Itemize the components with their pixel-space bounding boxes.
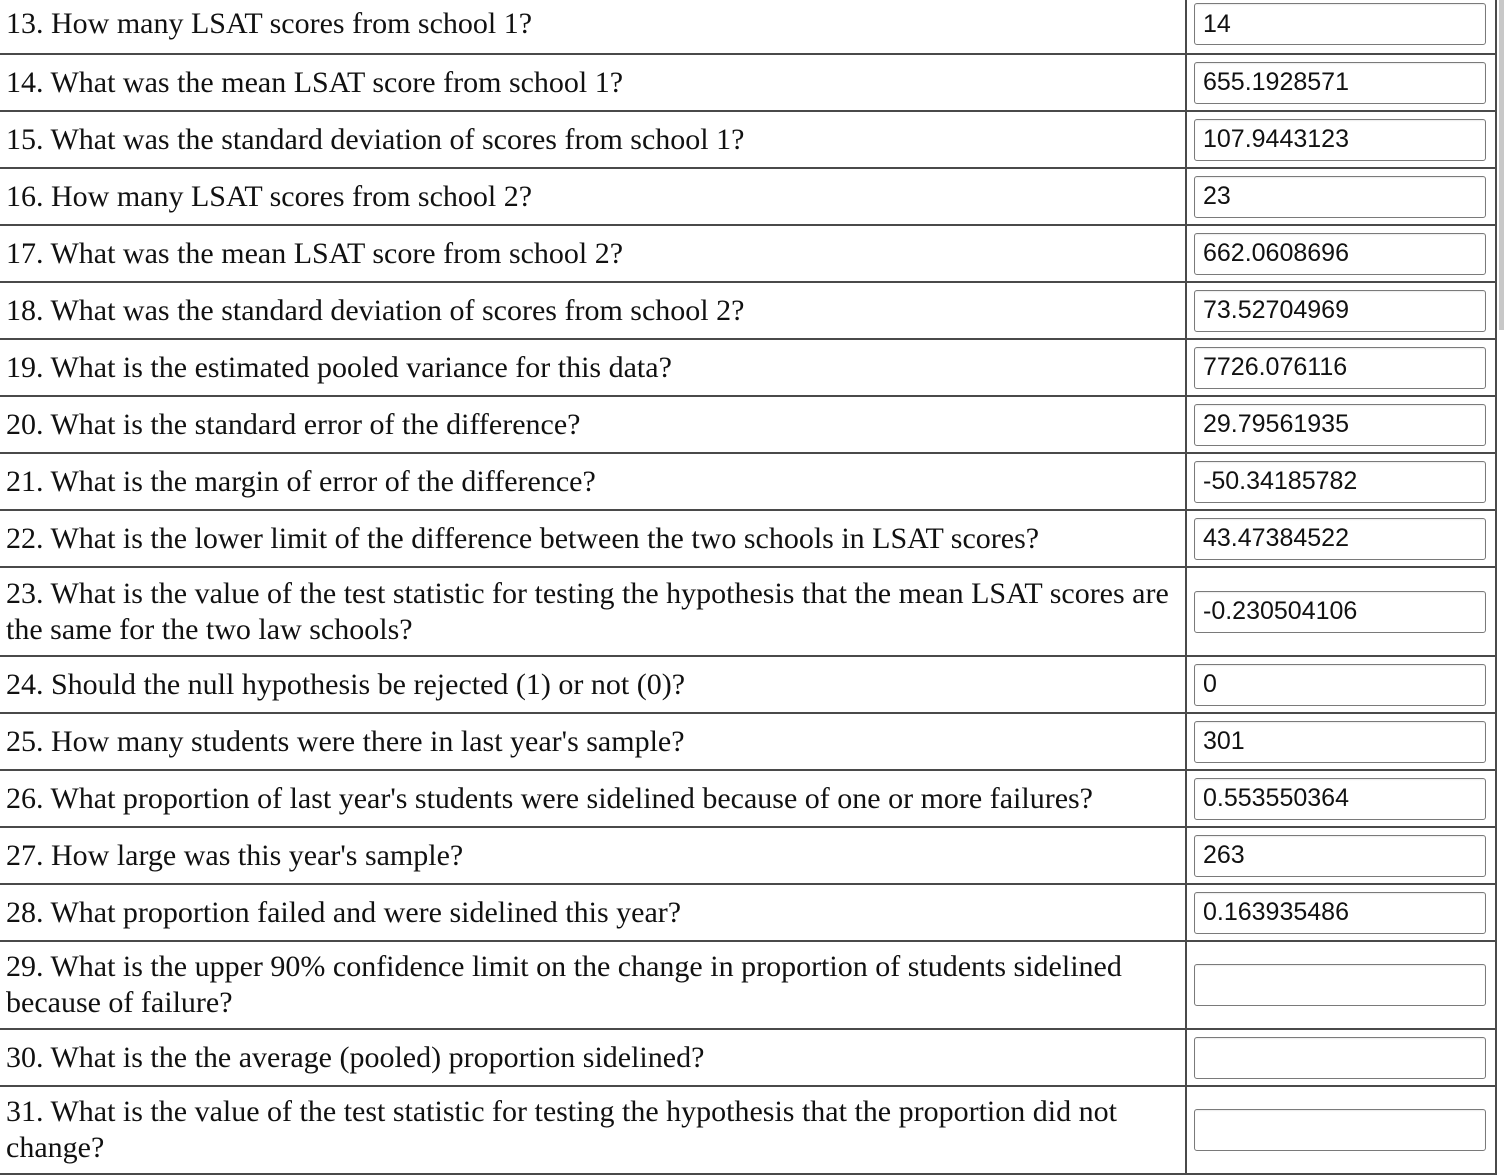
question-label: 16. How many LSAT scores from school 2?: [0, 168, 1186, 225]
answer-cell: [1186, 656, 1496, 713]
answer-cell: [1186, 54, 1496, 111]
table-row: [0, 1086, 1496, 1174]
question-label: 14. What was the mean LSAT score from school 1?: [0, 54, 1186, 111]
question-label: 18. What was the standard deviation of scores from school 2?: [0, 282, 1186, 339]
question-label: 22. What is the lower limit of the difference between the two schools in LSAT scores?: [0, 510, 1186, 567]
answer-input[interactable]: [1194, 404, 1486, 446]
table-row: [0, 168, 1496, 225]
table-row: [0, 0, 1496, 54]
answer-cell: [1186, 396, 1496, 453]
answer-input[interactable]: [1194, 62, 1486, 104]
question-label: 25. How many students were there in last year's sample?: [0, 713, 1186, 770]
answer-cell: [1186, 1086, 1496, 1174]
question-label: 24. Should the null hypothesis be rejected (1) or not (0)?: [0, 656, 1186, 713]
answer-input[interactable]: [1194, 461, 1486, 503]
answer-input[interactable]: [1194, 518, 1486, 560]
answer-cell: [1186, 941, 1496, 1029]
table-row: [0, 884, 1496, 941]
answer-input[interactable]: [1194, 664, 1486, 706]
question-label: 13. How many LSAT scores from school 1?: [0, 0, 1186, 54]
answer-cell: [1186, 567, 1496, 656]
question-label: 27. How large was this year's sample?: [0, 827, 1186, 884]
answer-input[interactable]: [1194, 1109, 1486, 1151]
answer-input[interactable]: [1194, 892, 1486, 934]
question-label: 20. What is the standard error of the difference?: [0, 396, 1186, 453]
answer-input[interactable]: [1194, 119, 1486, 161]
question-label: 17. What was the mean LSAT score from school 2?: [0, 225, 1186, 282]
answer-cell: [1186, 510, 1496, 567]
question-label: 30. What is the the average (pooled) proportion sidelined?: [0, 1029, 1186, 1086]
table-row: [0, 656, 1496, 713]
table-row: [0, 770, 1496, 827]
answer-cell: [1186, 713, 1496, 770]
question-label: 21. What is the margin of error of the difference?: [0, 453, 1186, 510]
answer-cell: [1186, 770, 1496, 827]
scrollbar[interactable]: [1499, 0, 1504, 330]
table-row: [0, 282, 1496, 339]
table-row: [0, 396, 1496, 453]
answer-input[interactable]: [1194, 721, 1486, 763]
table-row: [0, 339, 1496, 396]
table-row: [0, 510, 1496, 567]
question-label: 29. What is the upper 90% confidence limit on the change in proportion of students sidelined because of failure?: [0, 941, 1186, 1029]
answer-cell: [1186, 168, 1496, 225]
answer-cell: [1186, 282, 1496, 339]
question-label: 31. What is the value of the test statistic for testing the hypothesis that the proportion did not change?: [0, 1086, 1186, 1174]
answer-input[interactable]: [1194, 591, 1486, 633]
answer-cell: [1186, 111, 1496, 168]
table-row: [0, 941, 1496, 1029]
table-row: [0, 827, 1496, 884]
answer-input[interactable]: [1194, 347, 1486, 389]
table-row: [0, 713, 1496, 770]
question-label: 26. What proportion of last year's students were sidelined because of one or more failures?: [0, 770, 1186, 827]
answer-cell: [1186, 827, 1496, 884]
answer-input[interactable]: [1194, 778, 1486, 820]
answer-input[interactable]: [1194, 1037, 1486, 1079]
table-row: [0, 567, 1496, 656]
answer-input[interactable]: [1194, 3, 1486, 45]
answer-input[interactable]: [1194, 835, 1486, 877]
table-row: [0, 225, 1496, 282]
answer-input[interactable]: [1194, 176, 1486, 218]
answer-input[interactable]: [1194, 964, 1486, 1006]
question-label: 15. What was the standard deviation of scores from school 1?: [0, 111, 1186, 168]
table-row: [0, 1029, 1496, 1086]
answer-cell: [1186, 225, 1496, 282]
question-label: 19. What is the estimated pooled variance for this data?: [0, 339, 1186, 396]
table-row: [0, 54, 1496, 111]
answer-cell: [1186, 884, 1496, 941]
answer-cell: [1186, 1029, 1496, 1086]
table-row: [0, 453, 1496, 510]
answer-input[interactable]: [1194, 290, 1486, 332]
answer-cell: [1186, 453, 1496, 510]
answer-cell: [1186, 0, 1496, 54]
question-label: 23. What is the value of the test statistic for testing the hypothesis that the mean LSAT scores are the same for the two law schools?: [0, 567, 1186, 656]
answer-input[interactable]: [1194, 233, 1486, 275]
answer-cell: [1186, 339, 1496, 396]
table-row: [0, 111, 1496, 168]
question-label: 28. What proportion failed and were sidelined this year?: [0, 884, 1186, 941]
